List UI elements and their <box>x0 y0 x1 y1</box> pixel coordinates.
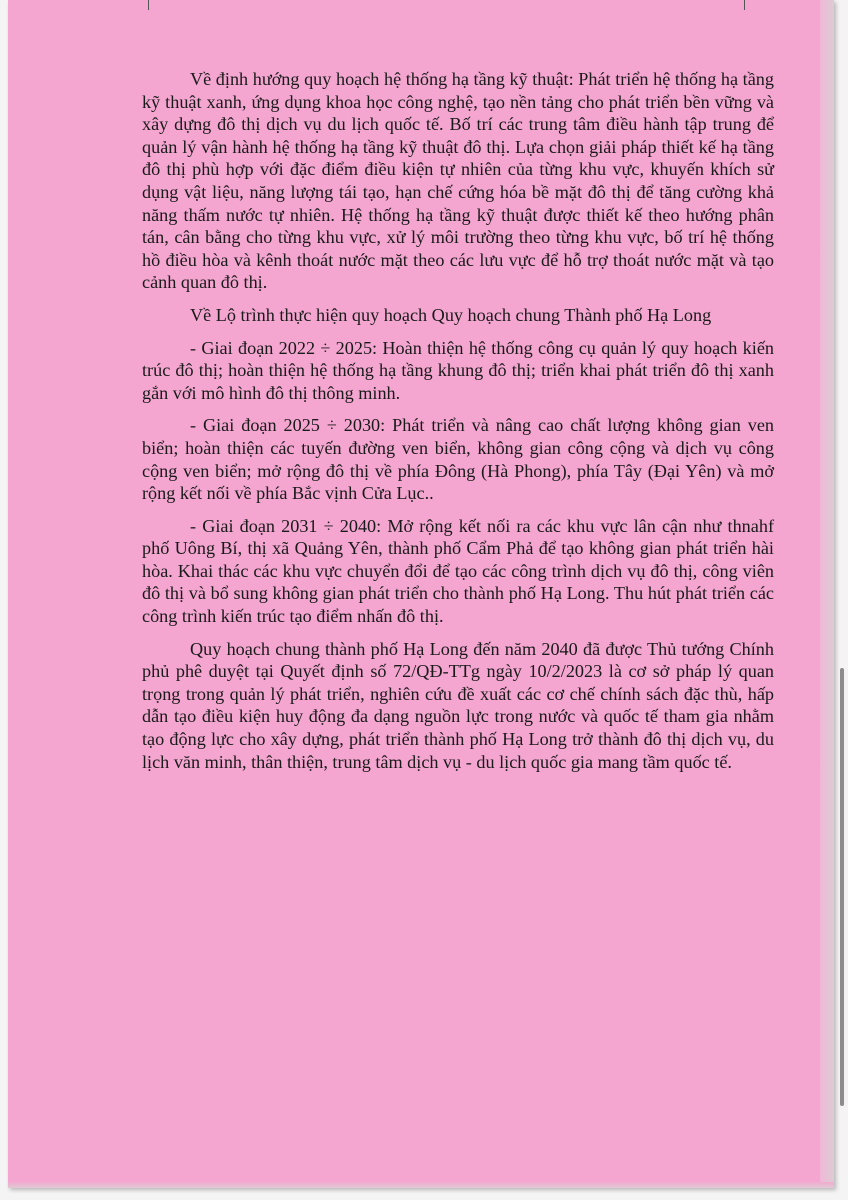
vertical-scrollbar[interactable] <box>840 668 844 1106</box>
document-body <box>142 68 774 785</box>
paragraph-phase-2025-2030: - Giai đoạn 2025 ÷ 2030: Phát triển và nâng cao chất lượng không gian ven biển; hoàn thiện các tuyến đường ven biển, không gian công cộng và dịch vụ công cộng ven biển; mở rộng đô thị về phía Đông (Hà Phong), phía Tây (Đại Yên) và mở rộng kết nối về phía Bắc vịnh Cửa Lục.. <box>142 415 774 504</box>
page-edge-mark <box>744 0 745 10</box>
paragraph-conclusion: Quy hoạch chung thành phố Hạ Long đến năm 2040 đã được Thủ tướng Chính phủ phê duyệt tại Quyết định số 72/QĐ-TTg ngày 10/2/2023 là cơ sở pháp lý quan trọng trong quản lý phát triển, nghiên cứu đề xuất các cơ chế chính sách đặc thù, hấp dẫn tạo điều kiện huy động đa dạng nguồn lực trong nước và quốc tế tham gia nhằm tạo động lực cho xây dựng, phát triển thành phố Hạ Long trở thành đô thị dịch vụ, du lịch văn minh, thân thiện, trung tâm dịch vụ - du lịch quốc gia mang tầm quốc tế. <box>142 638 774 772</box>
page-edge-mark <box>148 0 149 10</box>
paragraph-phase-2031-2040: - Giai đoạn 2031 ÷ 2040: Mở rộng kết nối ra các khu vực lân cận như thnahf phố Uông Bí, thị xã Quảng Yên, thành phố Cẩm Phả để tạo không gian phát triển hài hòa. Khai thác các khu vực chuyển đổi để tạo các công trình dịch vụ đô thị, công viên đô thị và bổ sung không gian phát triển cho thành phố Hạ Long. Thu hút phát triển các công trình kiến trúc tạo điểm nhấn đô thị. <box>142 515 774 627</box>
page-bottom-shadow <box>8 1182 834 1188</box>
paragraph-roadmap-heading: Về Lộ trình thực hiện quy hoạch Quy hoạch chung Thành phố Hạ Long <box>190 304 712 325</box>
document-page <box>8 0 834 1188</box>
paragraph-infrastructure: Về định hướng quy hoạch hệ thống hạ tầng kỹ thuật: Phát triển hệ thống hạ tầng kỹ thuật xanh, ứng dụng khoa học công nghệ, tạo nền tảng cho phát triển bền vững và xây dựng đô thị dịch vụ du lịch quốc tế. Bố trí các trung tâm điều hành tập trung để quản lý vận hành hệ thống hạ tầng kỹ thuật đô thị. Lựa chọn giải pháp thiết kế hạ tầng đô thị phù hợp với đặc điểm điều kiện tự nhiên của từng khu vực, khuyến khích sử dụng vật liệu, năng lượng tái tạo, hạn chế cứng hóa bề mặt đô thị để tăng cường khả năng thấm nước tự nhiên. Hệ thống hạ tầng kỹ thuật được thiết kế theo hướng phân tán, cân bằng cho từng khu vực, xử lý môi trường theo từng khu vực, bố trí hệ thống hồ điều hòa và kênh thoát nước mặt theo các lưu vực để hỗ trợ thoát nước mặt và tạo cảnh quan đô thị. <box>142 69 774 293</box>
page-edge-shadow <box>820 0 834 1188</box>
paragraph-phase-2022-2025: - Giai đoạn 2022 ÷ 2025: Hoàn thiện hệ thống công cụ quản lý quy hoạch kiến trúc đô thị; hoàn thiện hệ thống hạ tầng khung đô thị; triển khai phát triển đô thị xanh gắn với mô hình đô thị thông minh. <box>142 337 774 403</box>
